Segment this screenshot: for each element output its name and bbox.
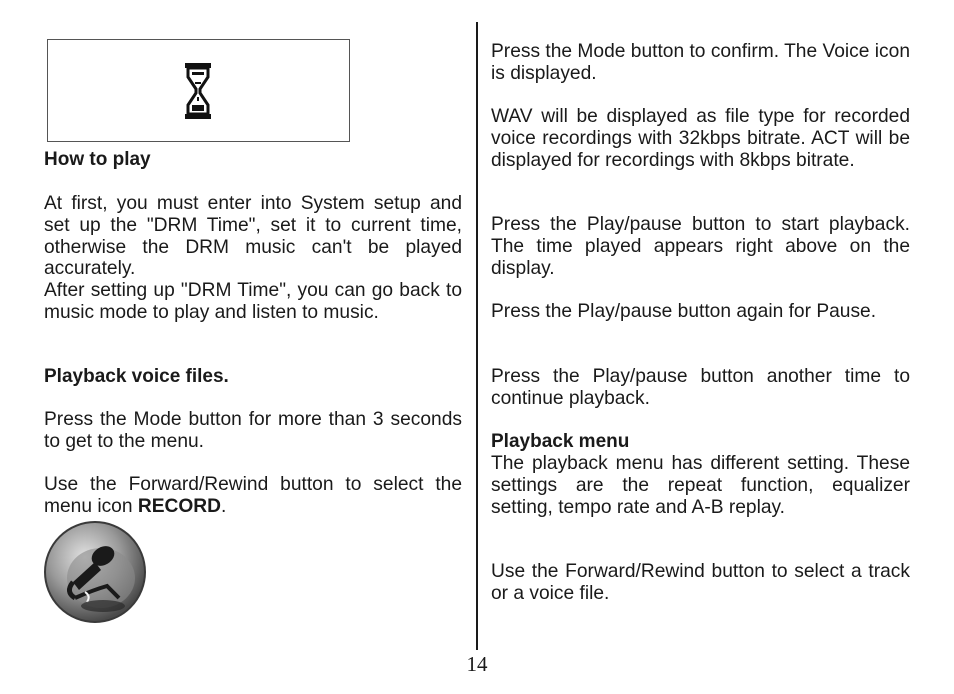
playback-menu-heading: Playback menu (491, 431, 630, 452)
wav-paragraph: WAV will be displayed as file type for recorded voice recordings with 32kbps bitrate. ACT will be displayed for recordings with 8kbps bitrate. (491, 106, 910, 171)
how-to-play-heading: How to play (44, 149, 151, 170)
column-divider (476, 22, 478, 650)
play-paragraph: Press the Play/pause button to start playback. The time played appears right above on the display. (491, 214, 910, 279)
record-microphone-icon (43, 520, 147, 624)
drm-paragraph-1: At first, you must enter into System setup and set up the "DRM Time", set it to current time, otherwise the DRM music can't be played accurately. (44, 193, 462, 280)
confirm-paragraph: Press the Mode button to confirm. The Voice icon is displayed. (491, 41, 910, 84)
select-record-period: . (221, 495, 227, 517)
drm-paragraph-2: After setting up "DRM Time", you can go back to music mode to play and listen to music. (44, 280, 462, 323)
record-keyword: RECORD (137, 495, 222, 517)
pause-paragraph: Press the Play/pause button again for Pause. (491, 301, 877, 322)
select-record-paragraph (44, 474, 462, 518)
display-screen (47, 39, 350, 142)
page-number: 14 (466, 652, 488, 676)
track-paragraph: Use the Forward/Rewind button to select a track or a voice file. (491, 561, 910, 604)
playback-voice-heading: Playback voice files. (44, 366, 229, 387)
continue-paragraph: Press the Play/pause button another time to continue playback. (491, 366, 910, 409)
select-record-text: Use the Forward/Rewind button to select the menu icon (44, 474, 462, 517)
menu-paragraph: The playback menu has different setting. These settings are the repeat function, equalizer setting, tempo rate and A-B replay. (491, 453, 910, 518)
mode-paragraph: Press the Mode button for more than 3 seconds to get to the menu. (44, 409, 462, 452)
hourglass-icon (184, 63, 212, 119)
